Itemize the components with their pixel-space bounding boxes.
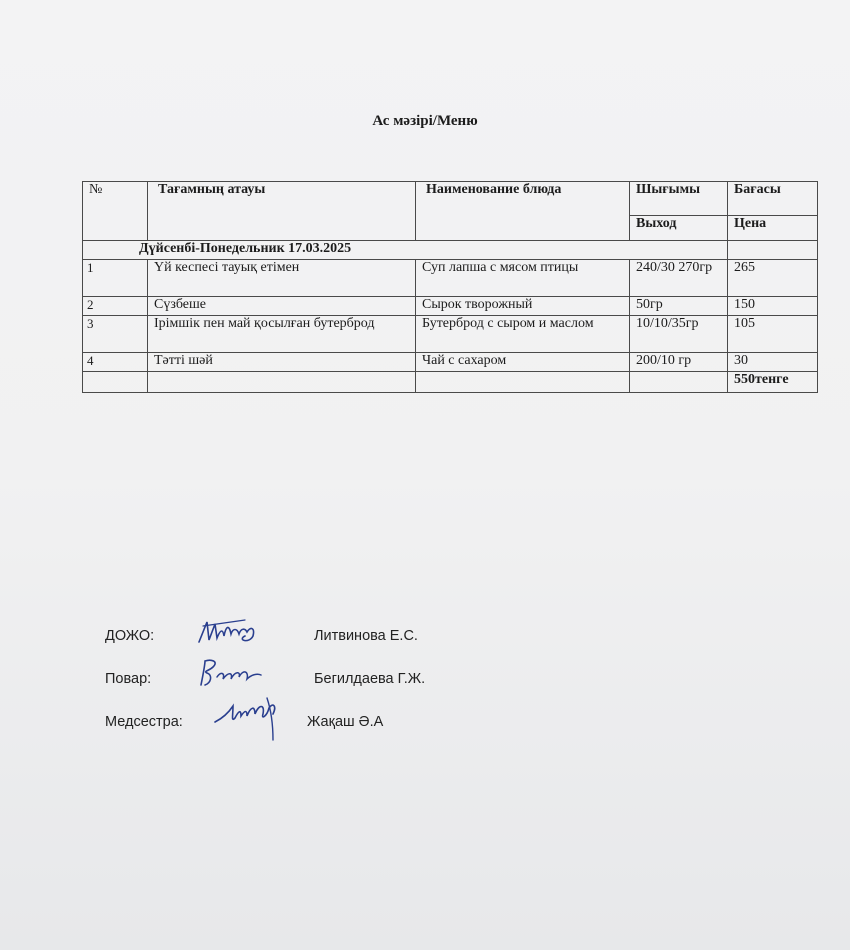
header-name-kz: Тағамның атауы [148,182,416,241]
row-yield: 10/10/35гр [630,316,728,353]
signature-row [105,671,525,714]
row-number: 3 [83,316,148,353]
row-yield: 240/30 270гр [630,260,728,297]
signature-name: Литвинова Е.С. [314,628,418,644]
row-price: 150 [728,297,818,316]
row-name-ru: Суп лапша с мясом птицы [416,260,630,297]
row-price: 30 [728,353,818,372]
table-row [83,297,818,316]
row-name-kz: Үй кеспесі тауық етімен [148,260,416,297]
total-row [83,372,818,393]
empty-cell [416,372,630,393]
day-price-cell [728,241,818,260]
signature-name: Бегилдаева Г.Ж. [314,671,426,687]
header-yield-ru: Выход [630,216,728,241]
table-row [83,316,818,353]
handwritten-signature-icon [193,655,265,691]
header-row [83,182,818,216]
handwritten-signature-icon [193,616,265,650]
row-name-kz: Ірімшік пен май қосылған бутерброд [148,316,416,353]
row-yield: 200/10 гр [630,353,728,372]
header-name-ru: Наименование блюда [416,182,630,241]
row-price: 265 [728,260,818,297]
document-title: Ас мәзірі/Меню [372,113,478,129]
header-yield-kz: Шығымы [630,182,728,216]
row-number: 4 [83,353,148,372]
empty-cell [148,372,416,393]
signature-row [105,628,525,671]
signature-name: Жақаш Ә.А [307,714,384,730]
menu-table [82,181,818,393]
signature-block [105,628,525,757]
row-name-kz: Тәтті шәй [148,353,416,372]
table-row [83,353,818,372]
row-name-ru: Бутерброд с сыром и маслом [416,316,630,353]
signature-role: Повар: [105,671,152,687]
row-number: 1 [83,260,148,297]
signature-row [105,714,525,757]
signature-role: ДОЖО: [105,628,155,644]
total-price: 550тенге [728,372,818,393]
row-name-ru: Чай с сахаром [416,353,630,372]
day-row [83,241,818,260]
header-price-ru: Цена [728,216,818,241]
row-yield: 50гр [630,297,728,316]
signature-role: Медсестра: [105,714,183,730]
row-price: 105 [728,316,818,353]
handwritten-signature-icon [211,692,301,744]
empty-cell [630,372,728,393]
header-price-kz: Бағасы [728,182,818,216]
row-name-kz: Сүзбеше [148,297,416,316]
day-label: Дүйсенбі-Понедельник 17.03.2025 [83,241,728,260]
row-name-ru: Сырок творожный [416,297,630,316]
empty-cell [83,372,148,393]
row-number: 2 [83,297,148,316]
table-row [83,260,818,297]
header-number: № [83,182,148,241]
